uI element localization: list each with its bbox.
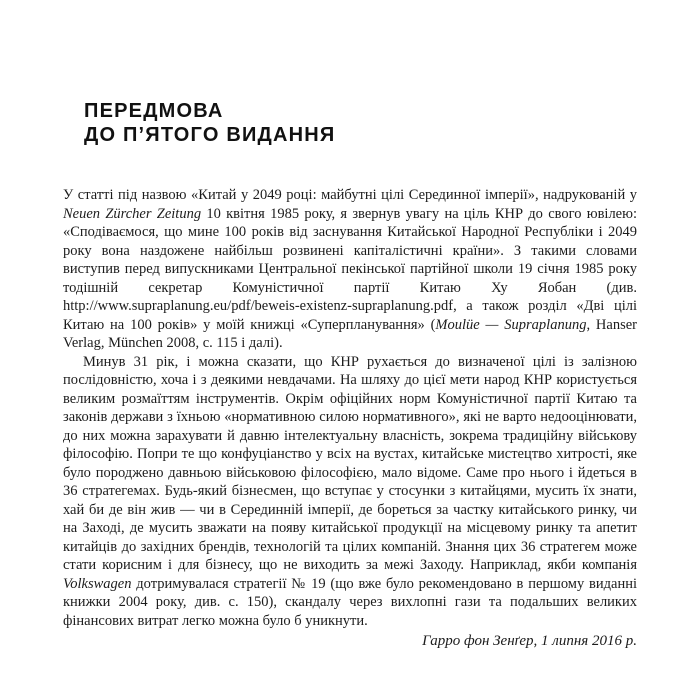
italic-text-segment: Moulüe — Supraplanung [435, 316, 587, 333]
chapter-title-line1: ПЕРЕДМОВА [84, 100, 224, 123]
italic-text-segment: Volkswagen [63, 575, 132, 592]
text-segment: 10 квітня 1985 року, я звернув увагу на ціль КНР до свого ювілею: «Сподіваємося, що мине 100 років від заснування Китайської Народної Республіки і 2049 року вона наздожене найбільш розвинені капіталістичні країни». З такими словами виступив перед випускниками Центральної пекінської партійної школи 19 січня 1985 року тодішній секретар Комуністичної партії Китаю Ху Яобан (див. http://www.supraplanung.eu/pdf/beweis-existenz-supraplanung.pdf, а також розділ «Дві цілі Китаю на 100 років» у моїй книжці «Суперпланування» ( [63, 205, 637, 333]
body-text [63, 186, 637, 630]
text-segment: , Hanser Verlag, München 2008, с. 115 і далі). [63, 316, 637, 351]
chapter-title-line2: ДО П’ЯТОГО ВИДАННЯ [84, 124, 336, 147]
text-segment: У статті під назвою «Китай у 2049 році: майбутні цілі Серединної імперії», надрукованій у [63, 187, 637, 203]
paragraph [63, 353, 637, 631]
italic-text-segment: Neuen Zürcher Zeitung [63, 205, 202, 222]
text-segment: дотримувалася стратегії № 19 (що вже було рекомендовано в першому виданні книжки 2004 року, див. с. 150), скандалу через вихлопні гази та подальших великих фінансових витрат легко можна було б уникнути. [63, 575, 637, 629]
text-segment: Минув 31 рік, і можна сказати, що КНР рухається до визначеної цілі із залізною послідовністю, хоча і з деякими невдачами. На шляху до цієї мети народ КНР користується великим розмаїттям інструментів. Окрім офіційних норм Комуністичної партії Китаю та законів держави з їхньою «нормативною силою нормативного», які не варто недооцінювати, до них можна зарахувати й давню інтелектуальну власність, зокрема традиційну військову філософію. Попри те що конфуціанство у всіх на вустах, китайське мистецтво хитрості, яке було породжено давньою військовою філософією, мало відоме. Саме про нього і йдеться в 36 стратегемах. Будь-який бізнесмен, що вступає у стосунки з китайцями, мусить їх знати, хай би де він жив — чи в Серединній імперії, де бореться за частку китайського ринку, чи на Заході, де мусить зважати на появу китайської продукції на місцевому ринку та апетит китайців до західних брендів, технологій та цілих компаній. Знання цих 36 стратегем може стати корисним і для бізнесу, що не виходить за межі Заходу. Наприклад, якби компанія [63, 353, 637, 573]
signature-line: Гарро фон Зенґер, 1 липня 2016 р. [422, 633, 637, 649]
paragraph [63, 186, 637, 353]
chapter-title [84, 99, 336, 147]
